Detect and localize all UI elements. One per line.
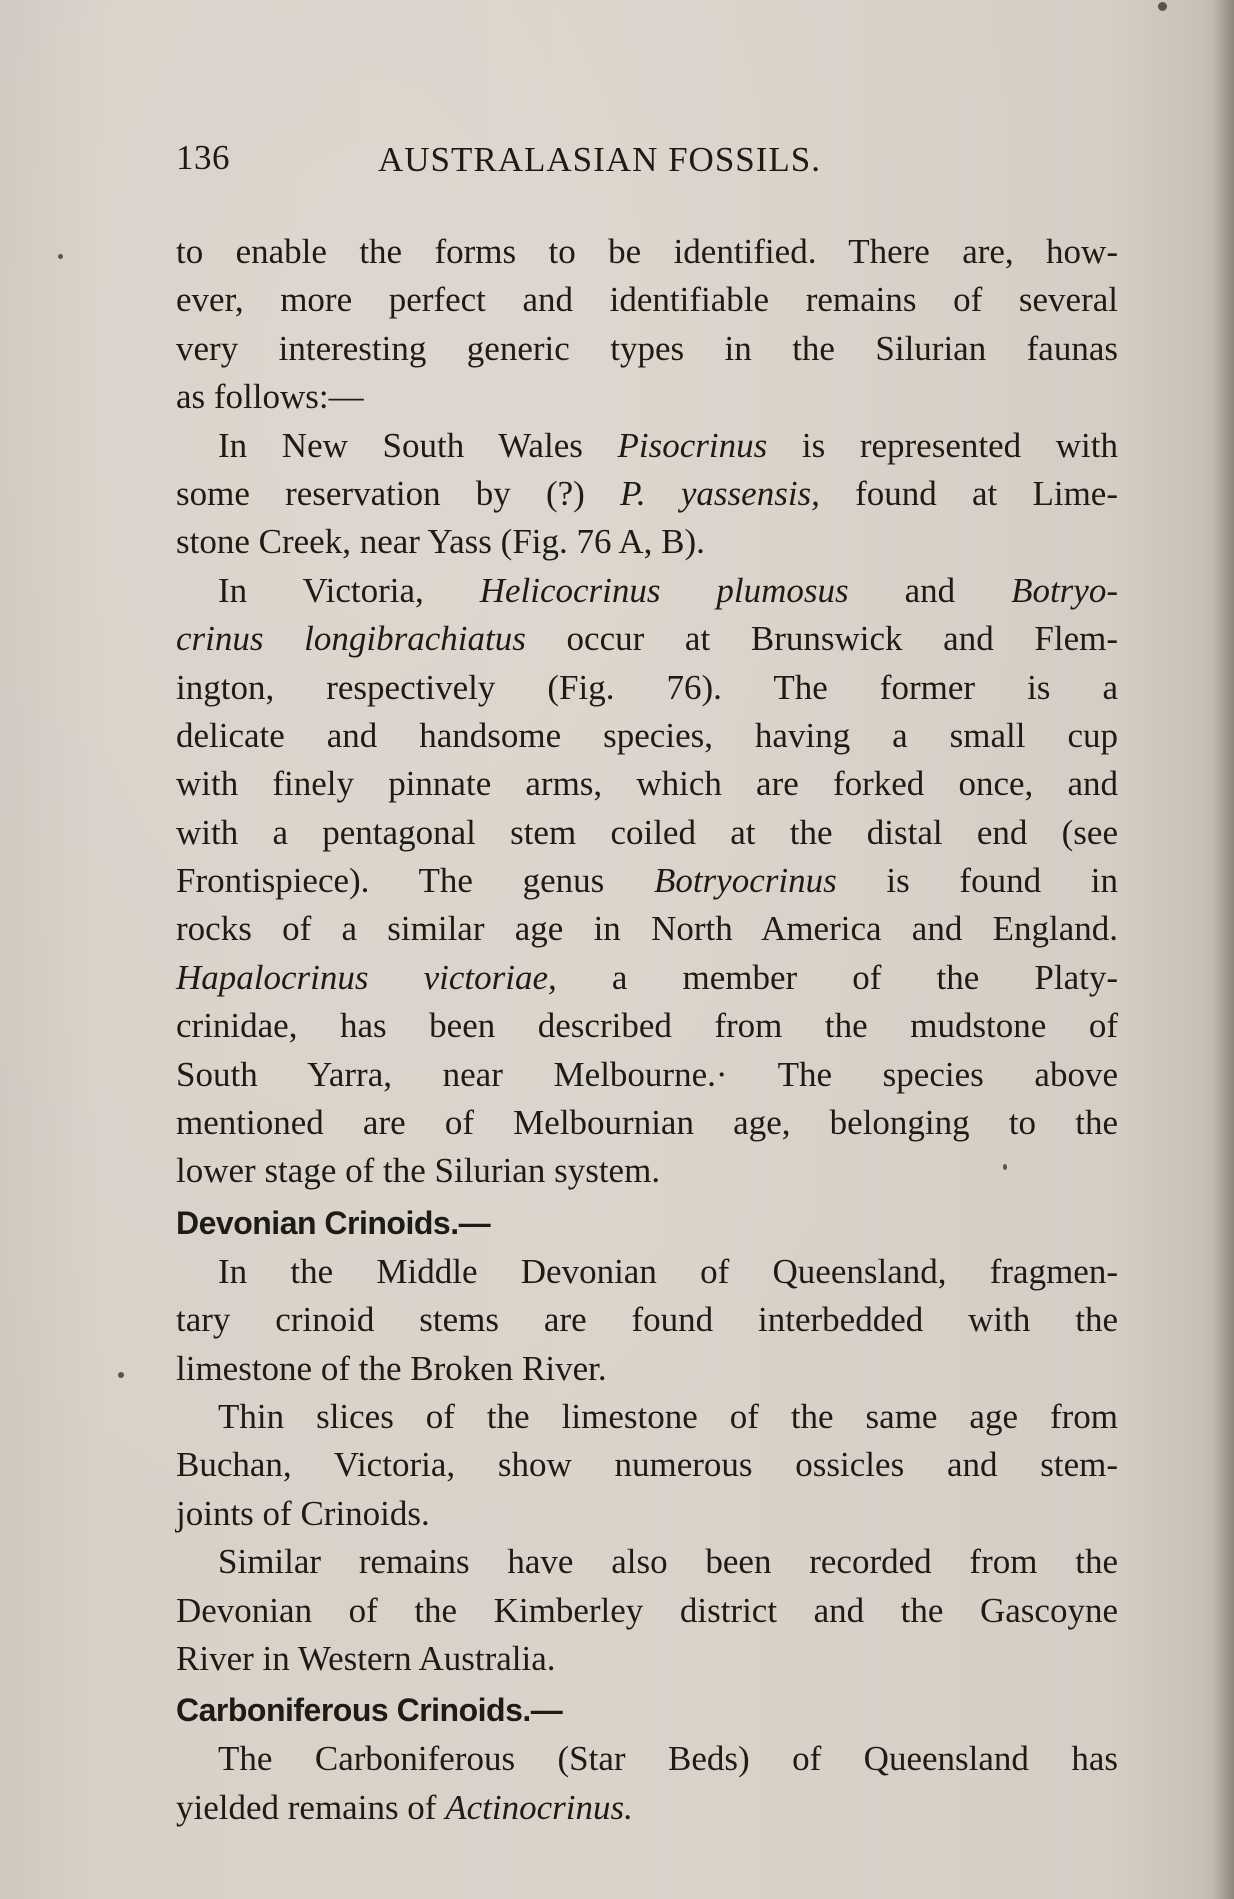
body-text xyxy=(176,228,1118,1832)
text-line xyxy=(176,857,1118,905)
text-line: ever, more perfect and identifiable remains of several xyxy=(176,280,1118,320)
text-line: Thin slices of the limestone of the same age from xyxy=(218,1396,1118,1436)
text-line: Similar remains have also been recorded from the xyxy=(218,1542,1118,1582)
species-name: crinus longibrachiatus xyxy=(176,619,526,659)
text-span: and xyxy=(848,570,1012,610)
text-line xyxy=(176,567,1118,615)
text-line: Devonian of the Kimberley district and the Gascoyne xyxy=(176,1590,1118,1630)
paper-speck xyxy=(1158,2,1167,11)
species-name: P. yassensis, xyxy=(620,473,820,513)
text-line: South Yarra, near Melbourne.· The species above xyxy=(176,1054,1118,1094)
text-line: lower stage of the Silurian system. xyxy=(176,1151,661,1191)
text-line: joints of Crinoids. xyxy=(176,1493,430,1533)
text-line: In the Middle Devonian of Queensland, fragmen- xyxy=(218,1251,1118,1291)
text-line: as follows:— xyxy=(176,377,364,417)
text-span: In New South Wales xyxy=(218,425,618,465)
text-span: Frontispiece). The genus xyxy=(176,861,654,901)
text-line xyxy=(176,615,1118,663)
text-line: River in Western Australia. xyxy=(176,1638,556,1678)
paper-speck xyxy=(58,254,63,259)
page-header xyxy=(176,138,916,186)
text-line: crinidae, has been described from the mudstone of xyxy=(176,1006,1118,1046)
text-span: In Victoria, xyxy=(218,570,480,610)
text-line: limestone of the Broken River. xyxy=(176,1348,607,1388)
text-line xyxy=(176,470,1118,518)
running-title: AUSTRALASIAN FOSSILS. xyxy=(378,140,822,179)
text-line: very interesting generic types in the Silurian faunas xyxy=(176,328,1118,368)
text-line: The Carboniferous (Star Beds) of Queensland has xyxy=(218,1739,1118,1779)
text-span: is found in xyxy=(836,861,1118,901)
page-edge-shadow xyxy=(1212,0,1234,1899)
text-line: mentioned are of Melbournian age, belonging to the xyxy=(176,1103,1118,1143)
text-line: tary crinoid stems are found interbedded with the xyxy=(176,1300,1118,1340)
paper-speck xyxy=(118,1372,124,1378)
text-line xyxy=(176,422,1118,470)
text-span: a member of the Platy- xyxy=(556,957,1118,997)
text-line: delicate and handsome species, having a small cup xyxy=(176,715,1118,755)
text-line: rocks of a similar age in North America and England. xyxy=(176,909,1118,949)
text-span: is represented with xyxy=(767,425,1118,465)
text-line: with a pentagonal stem coiled at the distal end (see xyxy=(176,812,1118,852)
text-line: Buchan, Victoria, show numerous ossicles and stem- xyxy=(176,1445,1118,1485)
genus-name: Botryo- xyxy=(1011,570,1118,610)
text-line: ington, respectively (Fig. 76). The former is a xyxy=(176,667,1118,707)
species-name: Helicocrinus plumosus xyxy=(479,570,849,610)
text-span: found at Lime- xyxy=(819,473,1118,513)
text-line xyxy=(176,1784,1118,1832)
genus-name: Botryocrinus xyxy=(653,861,837,901)
genus-name: Actinocrinus. xyxy=(445,1787,633,1827)
text-line: stone Creek, near Yass (Fig. 76 A, B). xyxy=(176,522,705,562)
text-line: to enable the forms to be identified. There are, how- xyxy=(176,232,1118,271)
section-heading-devonian: Devonian Crinoids.— xyxy=(176,1204,491,1241)
text-span: occur at Brunswick and Flem- xyxy=(525,619,1118,659)
genus-name: Pisocrinus xyxy=(617,425,768,465)
text-line xyxy=(176,954,1118,1002)
page-number: 136 xyxy=(176,138,230,177)
text-span: some reservation by (?) xyxy=(176,473,621,513)
text-span: yielded remains of xyxy=(176,1787,446,1827)
species-name: Hapalocrinus victoriae, xyxy=(176,957,557,997)
section-heading-carboniferous: Carboniferous Crinoids.— xyxy=(176,1692,563,1729)
text-line: with finely pinnate arms, which are forked once, and xyxy=(176,764,1118,804)
